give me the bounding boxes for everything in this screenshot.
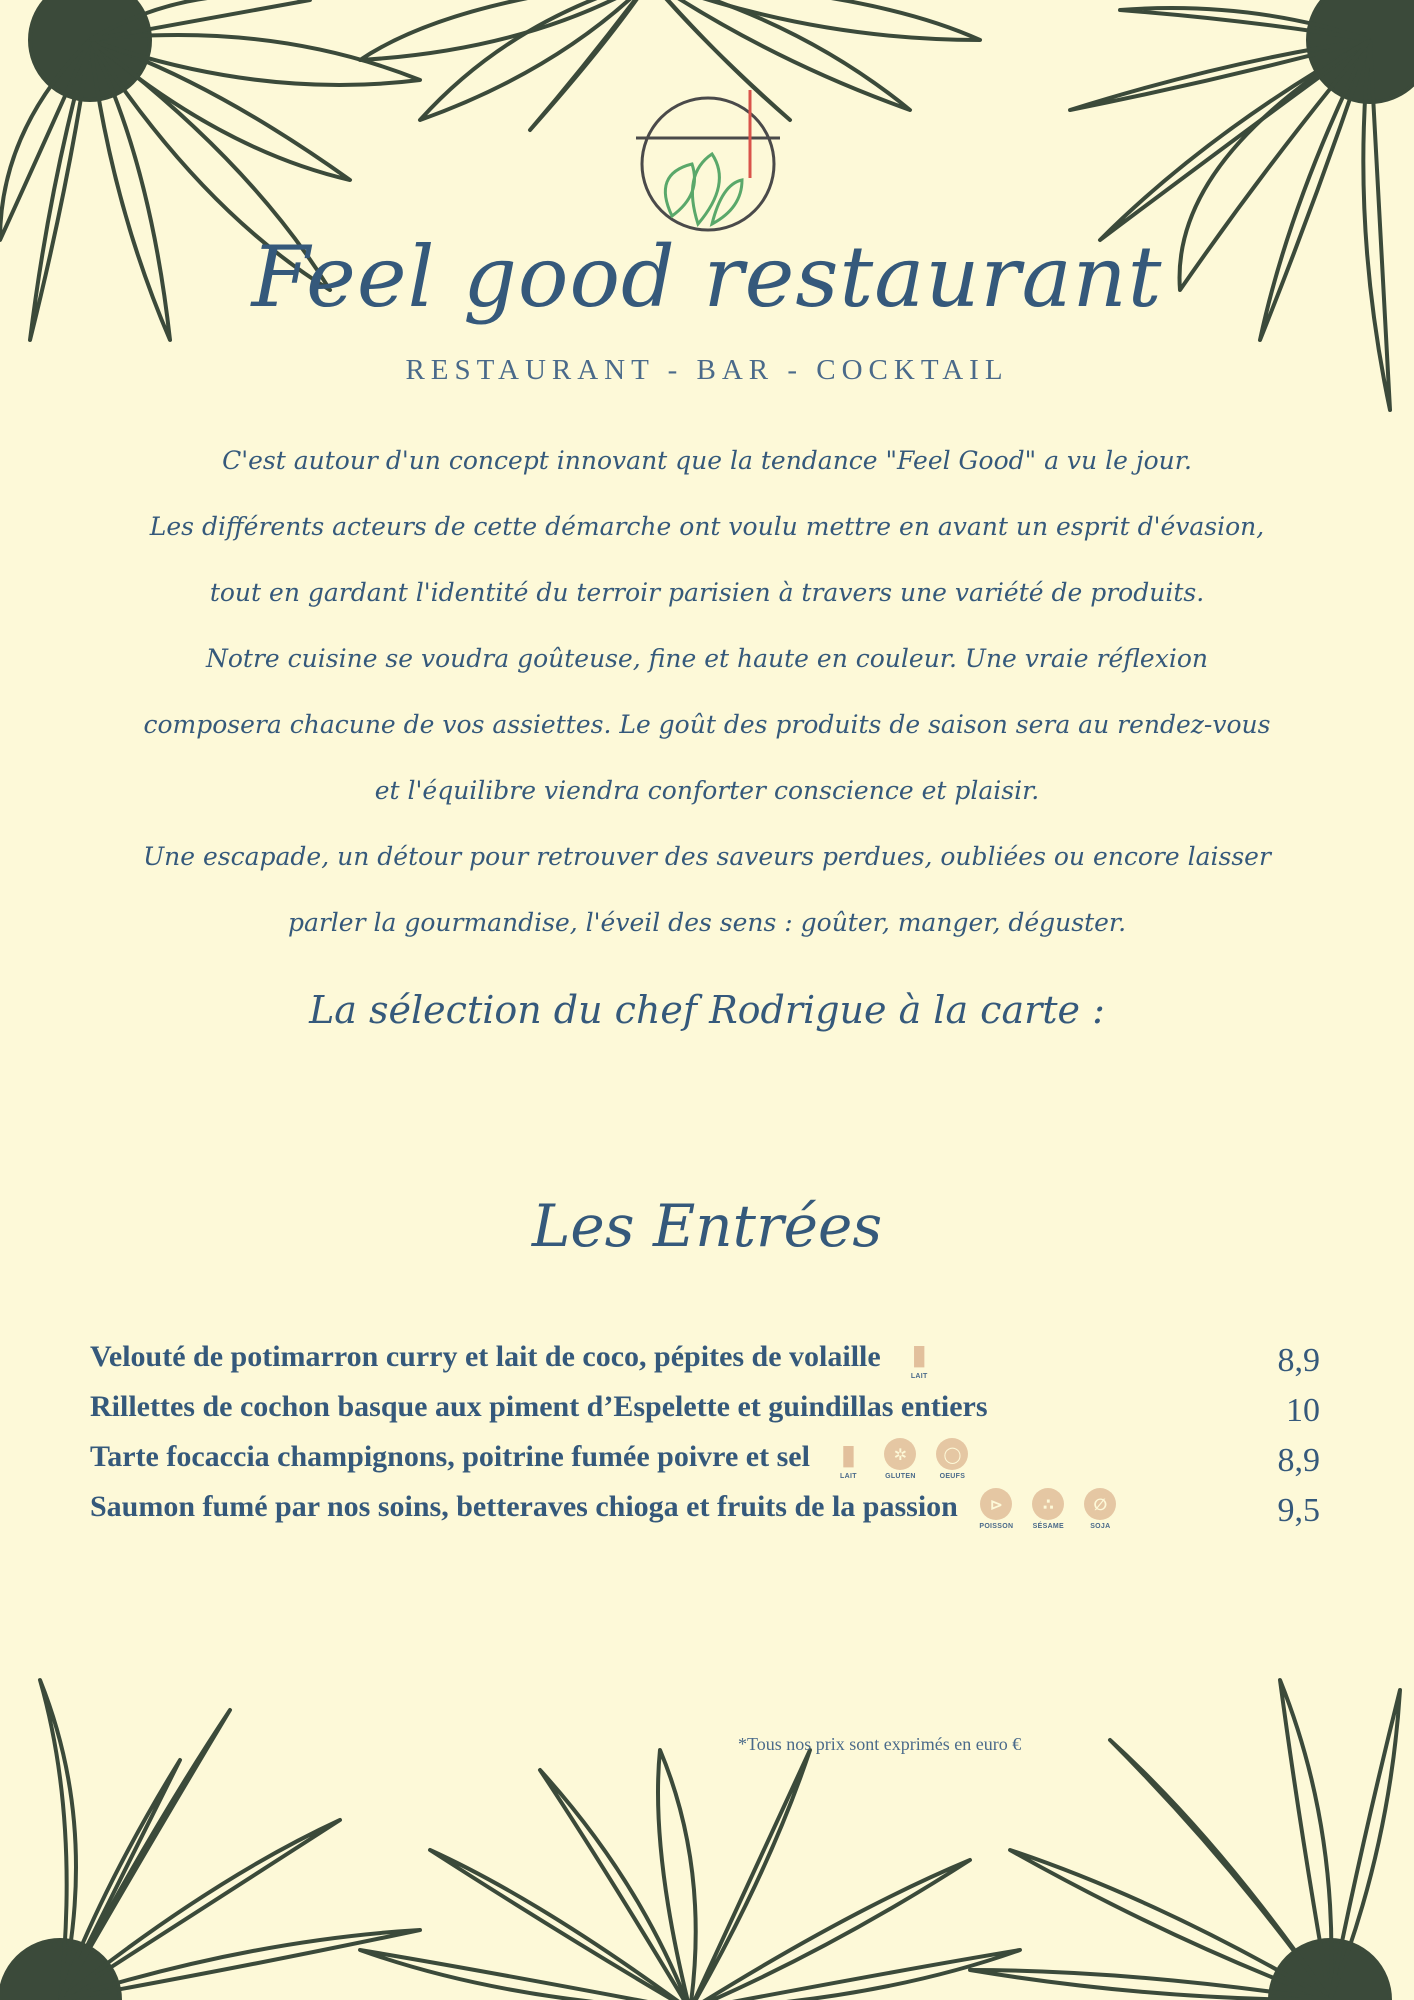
chef-selection-heading: La sélection du chef Rodrigue à la carte : (309, 988, 1105, 1032)
dish-line (90, 1437, 973, 1480)
section-title-entrees: Les Entrées (531, 1192, 883, 1260)
allergen-list (975, 1488, 1121, 1530)
intro-line: composera chacune de vos assiettes. Le goût des produits de saison sera au rendez-vous (143, 710, 1271, 739)
intro-line: Les différents acteurs de cette démarche ont voulu mettre en avant un esprit d'évasion, (149, 512, 1265, 541)
egg-icon: ◯ (936, 1438, 968, 1470)
restaurant-title: Feel good restaurant (251, 228, 1163, 326)
intro-line: tout en gardant l'identité du terroir parisien à travers une variété de produits. (209, 578, 1205, 607)
wheat-icon: ✲ (884, 1438, 916, 1470)
menu-item (90, 1384, 1320, 1434)
restaurant-logo-icon (632, 84, 784, 234)
allergen-label: OEUFS (939, 1473, 966, 1480)
fish-icon: ⊳ (980, 1488, 1012, 1520)
dish-line (90, 1337, 940, 1380)
allergen (1027, 1488, 1069, 1530)
dish-price: 9,5 (1277, 1492, 1320, 1529)
intro-line: C'est autour d'un concept innovant que la tendance "Feel Good" a vu le jour. (222, 446, 1192, 475)
dish-name: Saumon fumé par nos soins, betteraves chioga et fruits de la passion (90, 1490, 958, 1523)
soy-icon: ∅ (1084, 1488, 1116, 1520)
menu-list (90, 1334, 1320, 1534)
allergen-label: SÉSAME (1032, 1523, 1065, 1530)
allergen-list (898, 1338, 940, 1380)
dish-name: Rillettes de cochon basque aux piment d’Espelette et guindillas entiers (90, 1390, 988, 1423)
allergen (931, 1438, 973, 1480)
allergen (879, 1438, 921, 1480)
intro-line: parler la gourmandise, l'éveil des sens : goûter, manger, déguster. (287, 908, 1127, 937)
menu-item (90, 1434, 1320, 1484)
price-footnote: *Tous nos prix sont exprimés en euro € (738, 1734, 1022, 1754)
allergen (827, 1438, 869, 1480)
allergen-label: SOJA (1090, 1523, 1111, 1530)
dish-name: Velouté de potimarron curry et lait de coco, pépites de volaille (90, 1340, 881, 1373)
dish-price: 10 (1286, 1392, 1320, 1429)
dish-price: 8,9 (1277, 1342, 1320, 1379)
milk-icon: ▮ (911, 1337, 927, 1371)
dish-line (90, 1390, 988, 1424)
allergen (898, 1338, 940, 1380)
dish-name: Tarte focaccia champignons, poitrine fumée poivre et sel (90, 1440, 810, 1473)
allergen-label: GLUTEN (885, 1473, 916, 1480)
allergen-label: LAIT (910, 1373, 928, 1380)
intro-line: Une escapade, un détour pour retrouver des saveurs perdues, oubliées ou encore laisser (143, 842, 1271, 871)
menu-item (90, 1334, 1320, 1384)
allergen (975, 1488, 1017, 1530)
menu-item (90, 1484, 1320, 1534)
dish-line (90, 1490, 1121, 1530)
allergen-list (827, 1438, 973, 1480)
sesame-icon: ∴ (1032, 1488, 1064, 1520)
intro-line: Notre cuisine se voudra goûteuse, fine et haute en couleur. Une vraie réflexion (206, 644, 1208, 673)
allergen-label: LAIT (840, 1473, 857, 1480)
allergen-label: POISSON (979, 1523, 1014, 1530)
allergen (1079, 1488, 1121, 1530)
milk-icon: ▮ (840, 1437, 857, 1471)
restaurant-subtitle: RESTAURANT - BAR - COCKTAIL (405, 354, 1009, 386)
intro-paragraph (60, 428, 1354, 956)
dish-price: 8,9 (1277, 1442, 1320, 1479)
intro-line: et l'équilibre viendra conforter conscience et plaisir. (374, 776, 1040, 805)
